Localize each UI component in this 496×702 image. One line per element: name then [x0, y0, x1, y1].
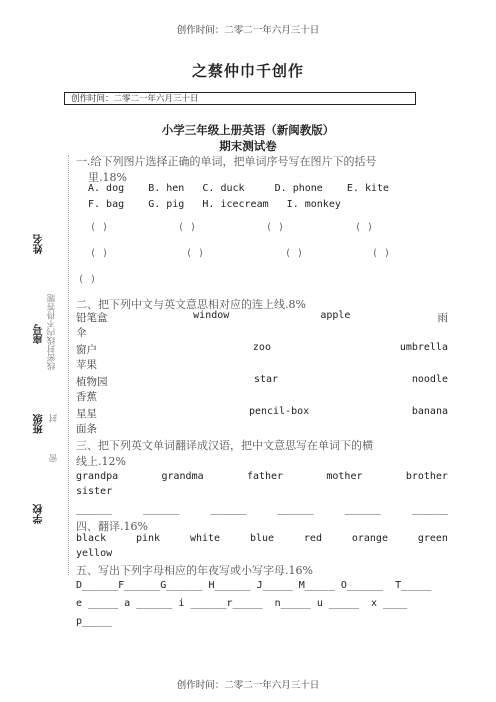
en-word: banana [411, 406, 448, 417]
class-label: 班级 [34, 414, 45, 434]
answer-paren[interactable]: ( ) [372, 248, 391, 259]
cn-word: 植物园 [76, 376, 108, 388]
q2-matching-table [76, 310, 448, 436]
q3-title-cont: 线上.12% [76, 455, 126, 468]
en-word: mother [326, 471, 363, 482]
q2-title: 二、把下列中文与英文意思相对应的连上线.8% [76, 298, 306, 311]
document-subtitle: 期末测试卷 [219, 139, 277, 153]
creation-time-box: 创作时间：二零二一年六月三十日 [64, 92, 416, 105]
q1-title-cont: 里.18% [88, 171, 127, 184]
page-header: 创作时间：二零二一年六月三十日 [176, 25, 320, 36]
match-row [76, 421, 448, 436]
answer-blank[interactable]: ______ [411, 504, 448, 515]
en-word: star [253, 374, 279, 385]
en-word: grandpa [76, 471, 119, 482]
en-word: blue [249, 533, 275, 544]
answer-paren[interactable]: ( ) [186, 248, 205, 259]
answer-paren[interactable]: ( ) [178, 222, 197, 233]
en-word: grandma [161, 471, 204, 482]
match-row [76, 374, 448, 389]
match-row [76, 389, 448, 406]
en-word: green [417, 533, 448, 544]
en-word: sister [76, 486, 113, 497]
cn-word: 伞 [76, 327, 87, 339]
q1-options-2: F. bag G. pig H. icecream I. monkey [88, 199, 341, 210]
en-word: noodle [411, 374, 448, 385]
q3-word-row [76, 471, 448, 482]
en-word: father [246, 471, 284, 482]
match-row [76, 310, 448, 325]
en-word: pink [135, 533, 161, 544]
q3-title: 三、把下列英文单词翻译成汉语，把中文意思写在单词下的横 [76, 439, 373, 452]
answer-paren[interactable]: ( ) [90, 248, 109, 259]
cn-word: 香蕉 [76, 391, 97, 403]
answer-paren[interactable]: ( ) [285, 248, 304, 259]
cn-word: 星星 [76, 408, 97, 420]
q1-title: 一.给下列图片选择正确的单词，把单词序号写在图片下的括号 [76, 155, 377, 168]
binding-margin [8, 174, 78, 534]
q3-blank-row [76, 504, 448, 515]
match-row [76, 406, 448, 421]
en-word: black [76, 533, 107, 544]
match-row [76, 325, 448, 342]
answer-blank[interactable]: ______ [76, 504, 113, 515]
seat-label: 座号 [34, 324, 45, 344]
en-word: umbrella [399, 342, 448, 353]
answer-paren[interactable]: ( ) [78, 274, 97, 285]
name-label: 姓名 [34, 234, 45, 254]
match-row [76, 342, 448, 357]
cn-word: 雨 [437, 312, 448, 324]
q4-title: 四、翻译.16% [76, 520, 148, 533]
cn-word: 面条 [76, 423, 97, 435]
cn-word: 窗户 [76, 344, 97, 356]
answer-blank[interactable]: ______ [210, 504, 247, 515]
en-word: orange [351, 533, 388, 544]
q4-word-row [76, 533, 448, 544]
seal-note: 线密封线内不得答题 [47, 294, 57, 371]
answer-blank[interactable]: ______ [344, 504, 381, 515]
seal-char: 封 [49, 414, 59, 423]
school-label: 学校 [34, 504, 45, 524]
en-word: window [193, 310, 230, 321]
en-word: white [189, 533, 221, 544]
en-word: red [303, 533, 322, 544]
q5-letter-line-2[interactable]: e _____ a ______ i ______r_____ n_____ u _____ x ____ [76, 598, 408, 609]
cn-word: 铅笔盒 [76, 312, 108, 324]
q5-letter-line-3[interactable]: p_____ [76, 616, 113, 627]
en-word: brother [405, 471, 448, 482]
author-title: 之蔡仲巾千创作 [191, 62, 304, 80]
q1-options-1: A. dog B. hen C. duck D. phone E. kite [88, 183, 390, 194]
page-footer: 创作时间：二零二一年六月三十日 [176, 680, 320, 691]
answer-paren[interactable]: ( ) [90, 222, 109, 233]
answer-paren[interactable]: ( ) [266, 222, 285, 233]
q5-title: 五、写出下列字母相应的年夜写或小写字母.16% [76, 564, 313, 577]
answer-blank[interactable]: ______ [277, 504, 314, 515]
cn-word: 苹果 [76, 359, 97, 371]
en-word: apple [320, 310, 351, 321]
en-word: pencil-box [248, 406, 310, 417]
mi-char: 密 [49, 454, 59, 463]
en-word: zoo [252, 342, 271, 353]
q5-letter-line-1[interactable]: D______F______G______ H______ J_____ M_____ O______ T_____ [76, 580, 432, 591]
match-row [76, 357, 448, 374]
en-word: yellow [76, 548, 113, 559]
answer-blank[interactable]: ______ [143, 504, 180, 515]
answer-paren[interactable]: ( ) [355, 222, 374, 233]
document-title: 小学三年级上册英语（新闽教版） [161, 123, 335, 137]
